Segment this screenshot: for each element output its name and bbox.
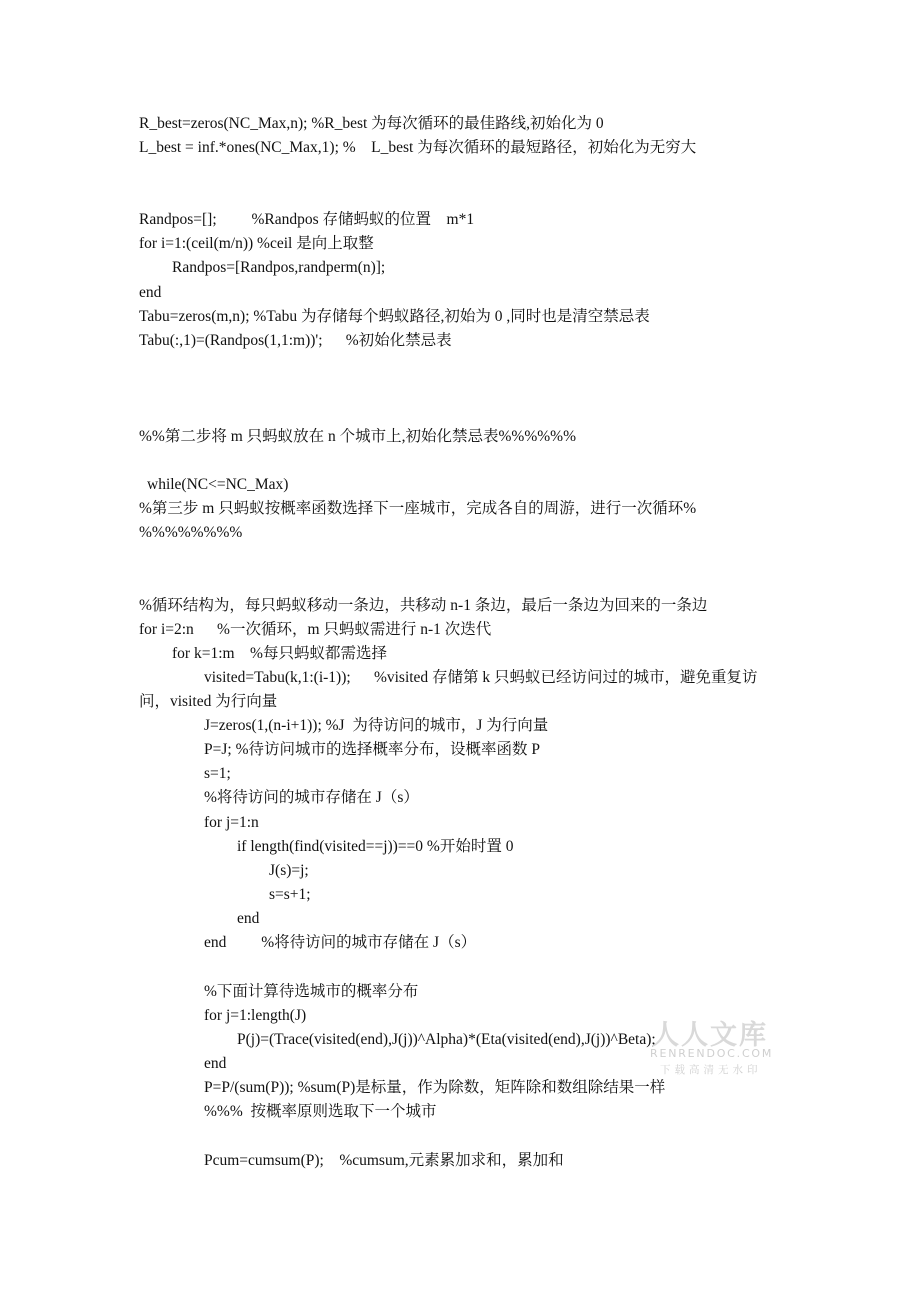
code-line: J(s)=j;	[269, 862, 309, 879]
code-line: %%%%%%%%	[139, 524, 243, 541]
code-line: end	[139, 284, 162, 301]
code-line: Tabu=zeros(m,n); %Tabu 为存储每个蚂蚁路径,初始为 0 ,同时也是清空禁忌表	[139, 308, 650, 325]
code-line: visited=Tabu(k,1:(i-1)); %visited 存储第 k 只蚂蚁已经访问过的城市，避免重复访	[204, 669, 758, 686]
code-line: P=J; %待访问城市的选择概率分布，设概率函数 P	[204, 741, 540, 758]
code-line: for i=2:n %一次循环，m 只蚂蚁需进行 n-1 次迭代	[139, 621, 492, 638]
code-line: P(j)=(Trace(visited(end),J(j))^Alpha)*(Eta(visited(end),J(j))^Beta);	[237, 1031, 656, 1048]
code-line: end	[204, 1055, 227, 1072]
code-line: for j=1:n	[204, 814, 259, 831]
code-line: 问，visited 为行向量	[139, 693, 278, 710]
code-line: s=s+1;	[269, 886, 311, 903]
code-line: %第三步 m 只蚂蚁按概率函数选择下一座城市，完成各自的周游，进行一次循环%	[139, 500, 697, 517]
code-line: for j=1:length(J)	[204, 1007, 307, 1024]
code-line: P=P/(sum(P)); %sum(P)是标量，作为除数，矩阵除和数组除结果一样	[204, 1079, 666, 1096]
code-line: s=1;	[204, 765, 231, 782]
code-line: for k=1:m %每只蚂蚁都需选择	[172, 645, 387, 662]
code-line: Pcum=cumsum(P); %cumsum,元素累加求和，累加和	[204, 1152, 564, 1169]
code-line: L_best = inf.*ones(NC_Max,1); % L_best 为每次循环的最短路径，初始化为无穷大	[139, 139, 697, 156]
watermark-subtitle: 下载高清无水印	[660, 1064, 762, 1076]
code-line: %循环结构为，每只蚂蚁移动一条边，共移动 n-1 条边，最后一条边为回来的一条边	[139, 597, 708, 614]
code-line: Randpos=[Randpos,randperm(n)];	[172, 259, 386, 276]
code-line: %将待访问的城市存储在 J（s）	[204, 789, 419, 806]
code-line: Tabu(:,1)=(Randpos(1,1:m))'; %初始化禁忌表	[139, 332, 452, 349]
code-line: while(NC<=NC_Max)	[147, 476, 289, 493]
code-line: %%第二步将 m 只蚂蚁放在 n 个城市上,初始化禁忌表%%%%%%	[139, 428, 576, 445]
watermark-url: RENRENDOC.COM	[650, 1047, 774, 1060]
code-line: %下面计算待选城市的概率分布	[204, 983, 419, 1000]
watermark-title: 人人文库	[652, 1020, 768, 1051]
code-line: end	[237, 910, 260, 927]
code-line: J=zeros(1,(n-i+1)); %J 为待访问的城市，J 为行向量	[204, 717, 549, 734]
code-line: end %将待访问的城市存储在 J（s）	[204, 934, 477, 951]
code-line: for i=1:(ceil(m/n)) %ceil 是向上取整	[139, 235, 374, 252]
code-line: %%% 按概率原则选取下一个城市	[204, 1103, 437, 1120]
code-line: if length(find(visited==j))==0 %开始时置 0	[237, 838, 514, 855]
code-line: R_best=zeros(NC_Max,n); %R_best 为每次循环的最佳路线,初始化为 0	[139, 115, 604, 132]
code-line: Randpos=[]; %Randpos 存储蚂蚁的位置 m*1	[139, 211, 475, 228]
